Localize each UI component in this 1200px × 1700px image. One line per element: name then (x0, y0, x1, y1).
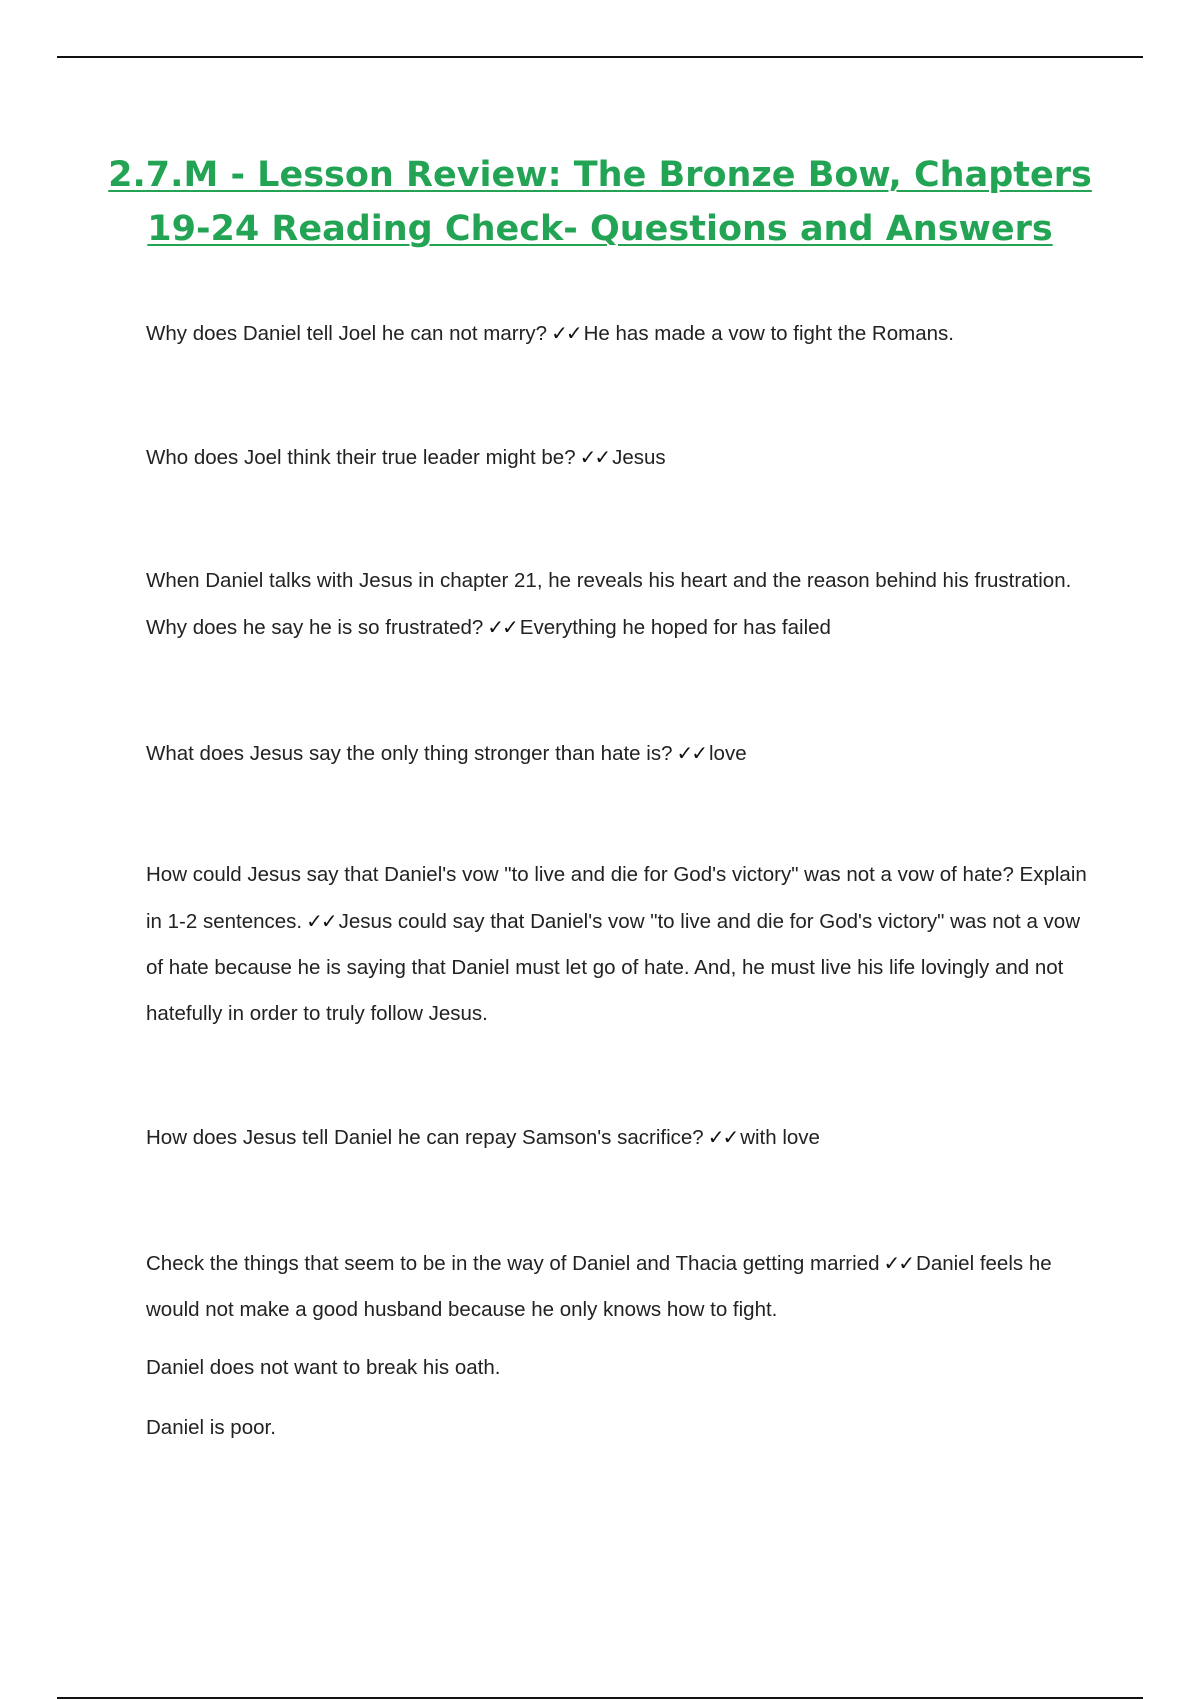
question-text: When Daniel talks with Jesus in chapter 21, he reveals his heart and the reason behind his frustration. Why does he say he is so frustrated? (146, 569, 1072, 639)
double-check-icon: ✓✓ (551, 321, 581, 345)
answer-text: Everything he hoped for has failed (519, 616, 831, 639)
double-check-icon: ✓✓ (707, 1125, 738, 1149)
answer-text: He has made a vow to fight the Romans. (583, 322, 954, 345)
qa-item-5 (146, 852, 1096, 1037)
top-rule (57, 56, 1143, 58)
qa-item-6 (146, 1114, 1096, 1161)
answer-text: with love (740, 1126, 820, 1149)
double-check-icon: ✓✓ (487, 615, 517, 639)
bottom-rule (57, 1697, 1143, 1699)
qa-item-7 (146, 1240, 1096, 1333)
qa-item-4 (146, 730, 1096, 777)
double-check-icon: ✓✓ (579, 445, 610, 469)
qa-item-2 (146, 434, 1096, 481)
qa-item-1 (146, 310, 1096, 357)
double-check-icon: ✓✓ (676, 741, 706, 765)
question-text: How does Jesus tell Daniel he can repay Samson's sacrifice? (146, 1126, 704, 1149)
extra-line-2: Daniel is poor. (146, 1416, 276, 1439)
double-check-icon: ✓✓ (883, 1251, 914, 1275)
question-text: Why does Daniel tell Joel he can not marry? (146, 322, 548, 345)
extra-line-1: Daniel does not want to break his oath. (146, 1356, 501, 1379)
document-title (100, 148, 1100, 256)
answer-text: love (709, 742, 747, 765)
title-line-2: 19-24 Reading Check- Questions and Answers (147, 209, 1053, 249)
double-check-icon: ✓✓ (306, 909, 336, 933)
qa-item-3 (146, 558, 1096, 651)
title-line-1: 2.7.M - Lesson Review: The Bronze Bow, Chapters (108, 155, 1092, 195)
question-text: Who does Joel think their true leader might be? (146, 446, 576, 469)
question-text: What does Jesus say the only thing stronger than hate is? (146, 742, 673, 765)
answer-text: Daniel feels he would not make a good husband because he only knows how to fight. (146, 1252, 1052, 1321)
question-text: Check the things that seem to be in the way of Daniel and Thacia getting married (146, 1252, 880, 1275)
question-text: How could Jesus say that Daniel's vow "to live and die for God's victory" was not a vow of hate? Explain in 1-2 sentences. (146, 863, 1087, 933)
answer-text: Jesus could say that Daniel's vow "to live and die for God's victory" was not a vow of hate because he is saying that Daniel must let go of hate. And, he must live his life lovingly and not hatefully in order to truly follow Jesus. (146, 910, 1081, 1025)
answer-text: Jesus (612, 446, 666, 469)
